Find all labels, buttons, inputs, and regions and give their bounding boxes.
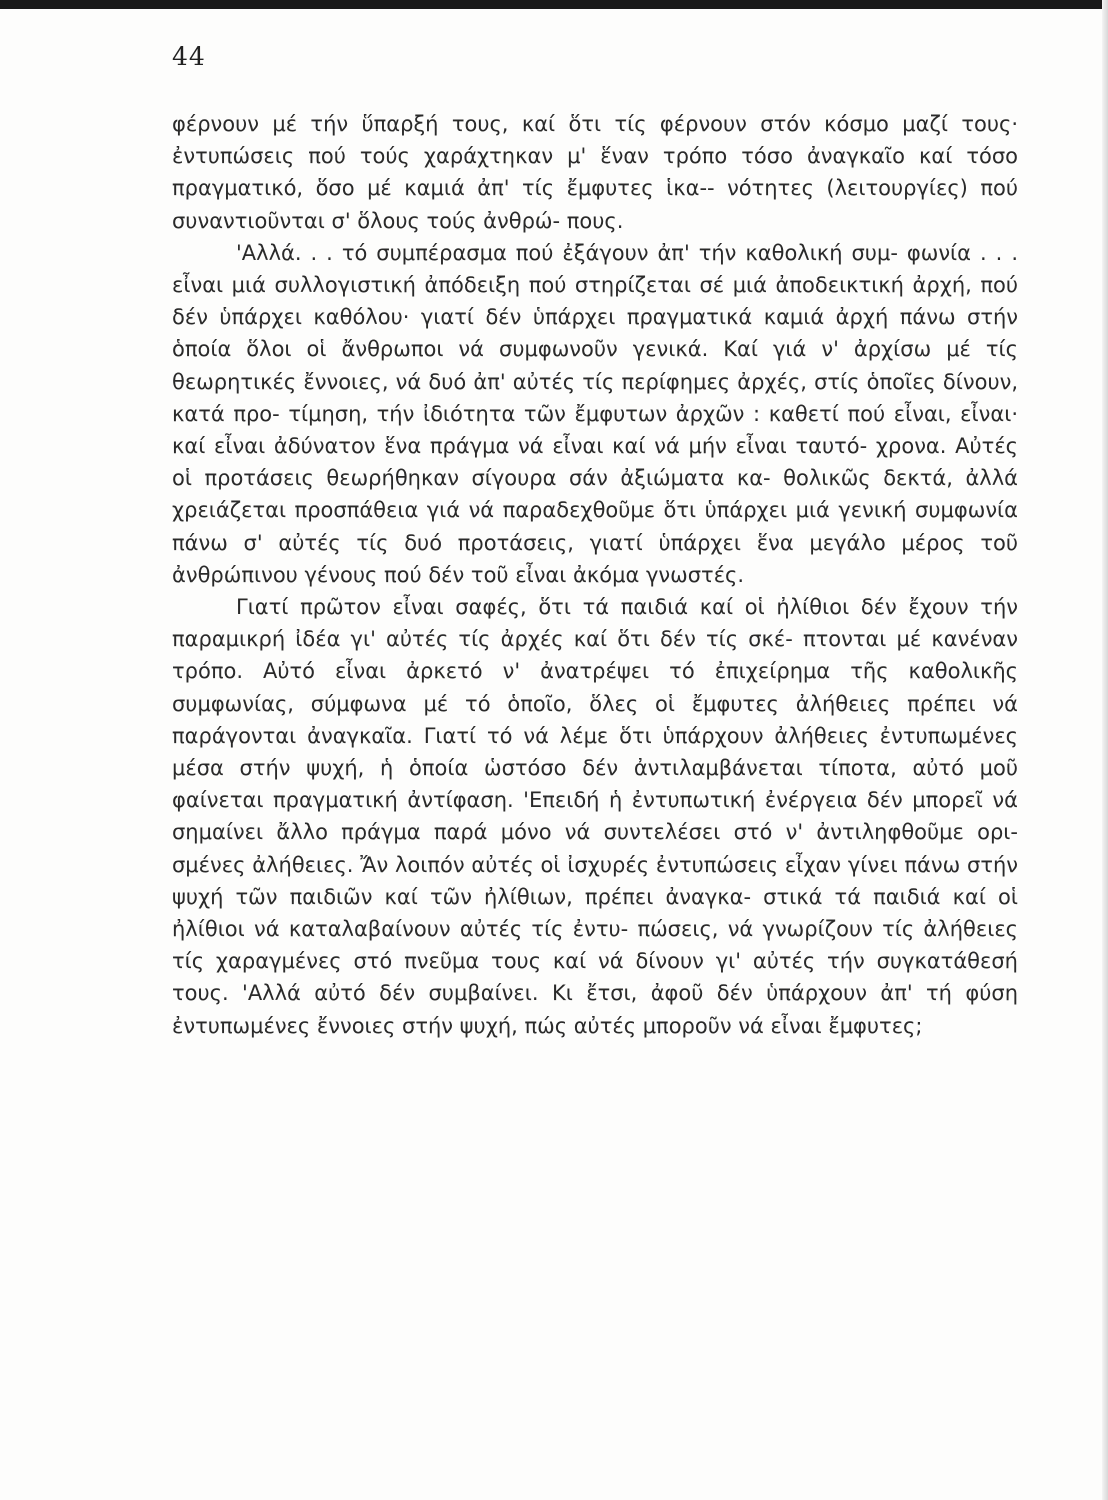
paragraph-2: 'Αλλά. . . τό συμπέρασμα πού ἐξάγουν ἀπ' τήν καθολική συμ- φωνία . . . εἶναι μιά συλλογιστική ἀπόδειξη πού στηρίζεται σέ μιά ἀποδεικτική ἀρχή, πού δέν ὑπάρχει καθόλου· γιατί δέν ὑπάρχει πραγματικά καμιά ἀρχή πάνω στήν ὁποία ὅλοι οἱ ἄνθρωποι νά συμφωνοῦν γενικά. Καί γιά ν' ἀρχίσω μέ τίς θεωρητικές ἔννοιες, νά δυό ἀπ' αὐτές τίς περίφημες ἀρχές, στίς ὁποῖες δίνουν, κατά προ- τίμηση, τήν ἰδιότητα τῶν ἔμφυτων ἀρχῶν : καθετί πού εἶναι, εἶναι· καί εἶναι ἀδύνατον ἕνα πράγμα νά εἶναι καί νά μήν εἶναι ταυτό- χρονα. Αὐτές οἱ προτάσεις θεωρήθηκαν σίγουρα σάν ἀξιώματα κα- θολικῶς δεκτά, ἀλλά χρειάζεται προσπάθεια γιά νά παραδεχθοῦμε ὅτι ὑπάρχει μιά γενική συμφωνία πάνω σ' αὐτές τίς δυό προτάσεις, γιατί ὑπάρχει ἕνα μεγάλο μέρος τοῦ ἀνθρώπινου γένους πού δέν τοῦ εἶναι ἀκόμα γνωστές. [172, 240, 1018, 587]
scan-top-border [0, 0, 1108, 9]
body-text [172, 108, 1018, 1042]
paragraph-1: φέρνουν μέ τήν ὕπαρξή τους, καί ὅτι τίς φέρνουν στόν κόσμο μαζί τους· ἐντυπώσεις πού τούς χαράχτηκαν μ' ἕναν τρόπο τόσο ἀναγκαῖο καί τόσο πραγματικό, ὅσο μέ καμιά ἀπ' τίς ἔμφυτες ἱκα-- νότητες (λειτουργίες) πού συναντιοῦνται σ' ὅλους τούς ἀνθρώ- πους. [172, 112, 1018, 233]
scan-right-shadow [1102, 0, 1108, 1500]
page-number: 44 [172, 42, 206, 71]
paragraph-3: Γιατί πρῶτον εἶναι σαφές, ὅτι τά παιδιά καί οἱ ἠλίθιοι δέν ἔχουν τήν παραμικρή ἰδέα γι' αὐτές τίς ἀρχές καί ὅτι δέν τίς σκέ- πτονται μέ κανέναν τρόπο. Αὐτό εἶναι ἀρκετό ν' ἀνατρέψει τό ἐπιχείρημα τῆς καθολικῆς συμφωνίας, σύμφωνα μέ τό ὁποῖο, ὅλες οἱ ἔμφυτες ἀλήθειες πρέπει νά παράγονται ἀναγκαῖα. Γιατί τό νά λέμε ὅτι ὑπάρχουν ἀλήθειες ἐντυπωμένες μέσα στήν ψυχή, ἡ ὁποία ὡστόσο δέν ἀντιλαμβάνεται τίποτα, αὐτό μοῦ φαίνεται πραγματική ἀντίφαση. 'Επειδή ἡ ἐντυπωτική ἐνέργεια δέν μπορεῖ νά σημαίνει ἄλλο πράγμα παρά μόνο νά συντελέσει στό ν' ἀντιληφθοῦμε ορι- σμένες ἀλήθειες. Ἄν λοιπόν αὐτές οἱ ἰσχυρές ἐντυπώσεις εἶχαν γίνει πάνω στήν ψυχή τῶν παιδιῶν καί τῶν ἠλίθιων, πρέπει ἀναγκα- στικά τά παιδιά καί οἱ ἠλίθιοι νά καταλαβαίνουν αὐτές τίς ἐντυ- πώσεις, νά γνωρίζουν τίς ἀλήθειες τίς χαραγμένες στό πνεῦμα τους καί νά δίνουν γι' αὐτές τήν συγκατάθεσή τους. 'Αλλά αὐτό δέν συμβαίνει. Κι ἔτσι, ἀφοῦ δέν ὑπάρχουν ἀπ' τή φύση ἐντυπωμένες ἔννοιες στήν ψυχή, πώς αὐτές μποροῦν νά εἶναι ἔμφυτες; [172, 595, 1018, 1038]
